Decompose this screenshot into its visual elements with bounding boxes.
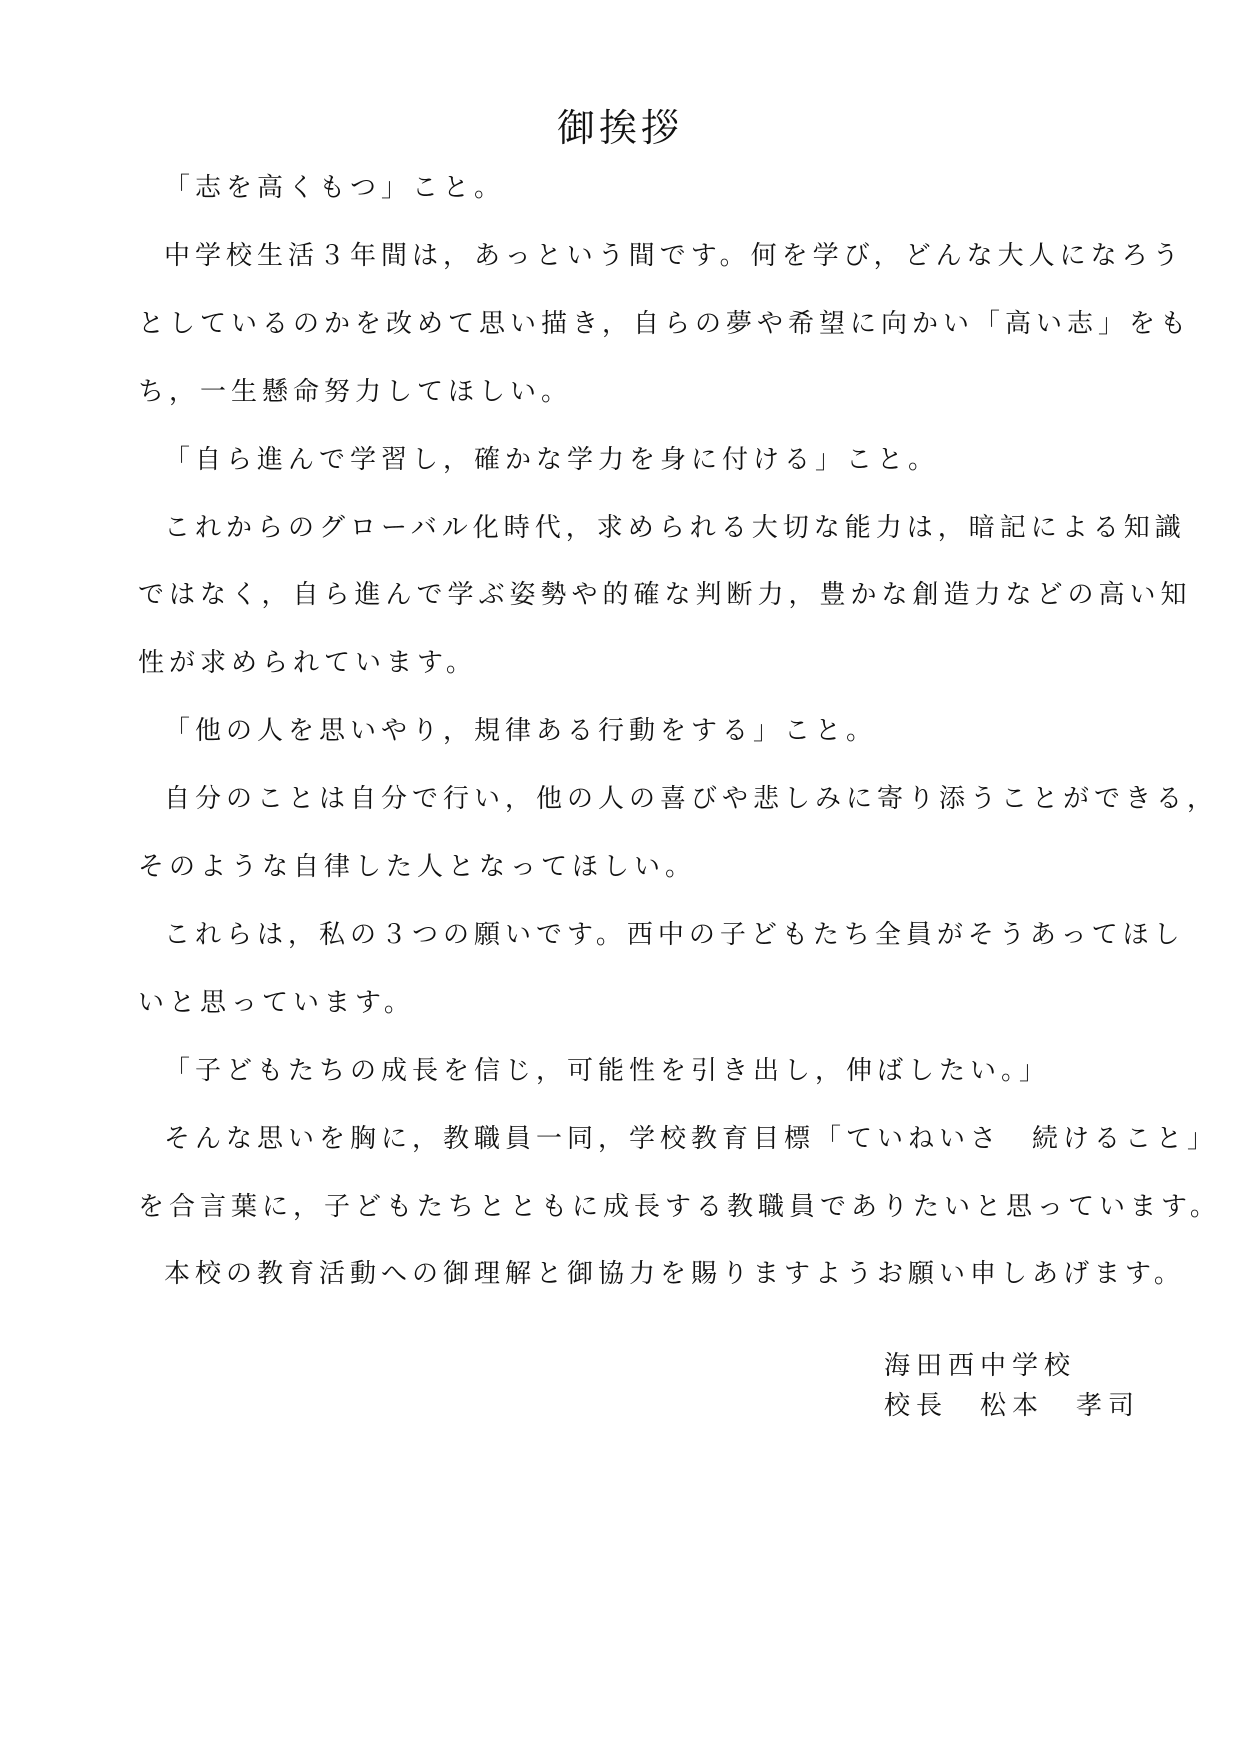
- paragraph-line: そんな思いを胸に，教職員一同，学校教育目標「ていねいさ 続けること」: [164, 1124, 1219, 1154]
- paragraph-line: 本校の教育活動への御理解と御協力を賜りますようお願い申しあげます。: [164, 1259, 1185, 1289]
- paragraph-line: 性が求められています。: [138, 648, 477, 678]
- paragraph-line: これからのグローバル化時代，求められる大切な能力は，暗記による知識: [164, 513, 1186, 543]
- paragraph-line: 中学校生活３年間は，あっという間です。何を学び，どんな大人になろう: [164, 241, 1184, 271]
- paragraph-line: ではなく，自ら進んで学ぶ姿勢や的確な判断力，豊かな創造力などの高い知: [138, 580, 1192, 610]
- paragraph-line: 「子どもたちの成長を信じ，可能性を引き出し，伸ばしたい。」: [164, 1056, 1051, 1086]
- paragraph-line: 自分のことは自分で行い，他の人の喜びや悲しみに寄り添うことができる，: [164, 784, 1219, 814]
- paragraph-line: これらは，私の３つの願いです。西中の子どもたち全員がそうあってほし: [164, 920, 1185, 950]
- paragraph-line: 「他の人を思いやり，規律ある行動をする」こと。: [164, 716, 878, 746]
- paragraph-line: ち，一生懸命努力してほしい。: [138, 377, 573, 407]
- paragraph-line: 「自ら進んで学習し，確かな学力を身に付ける」こと。: [164, 445, 940, 475]
- paragraph-line: を合言葉に，子どもたちとともに成長する教職員でありたいと思っています。: [138, 1192, 1221, 1222]
- principal-signature: 校長 松本 孝司: [884, 1391, 1141, 1421]
- paragraph-line: そのような自律した人となってほしい。: [138, 852, 697, 882]
- paragraph-line: いと思っています。: [138, 988, 415, 1018]
- school-name: 海田西中学校: [884, 1351, 1077, 1381]
- paragraph-line: 「志を高くもつ」こと。: [164, 173, 506, 203]
- document-title: 御挨拶: [556, 106, 683, 150]
- paragraph-line: としているのかを改めて思い描き，自らの夢や希望に向かい「高い志」をも: [138, 309, 1191, 339]
